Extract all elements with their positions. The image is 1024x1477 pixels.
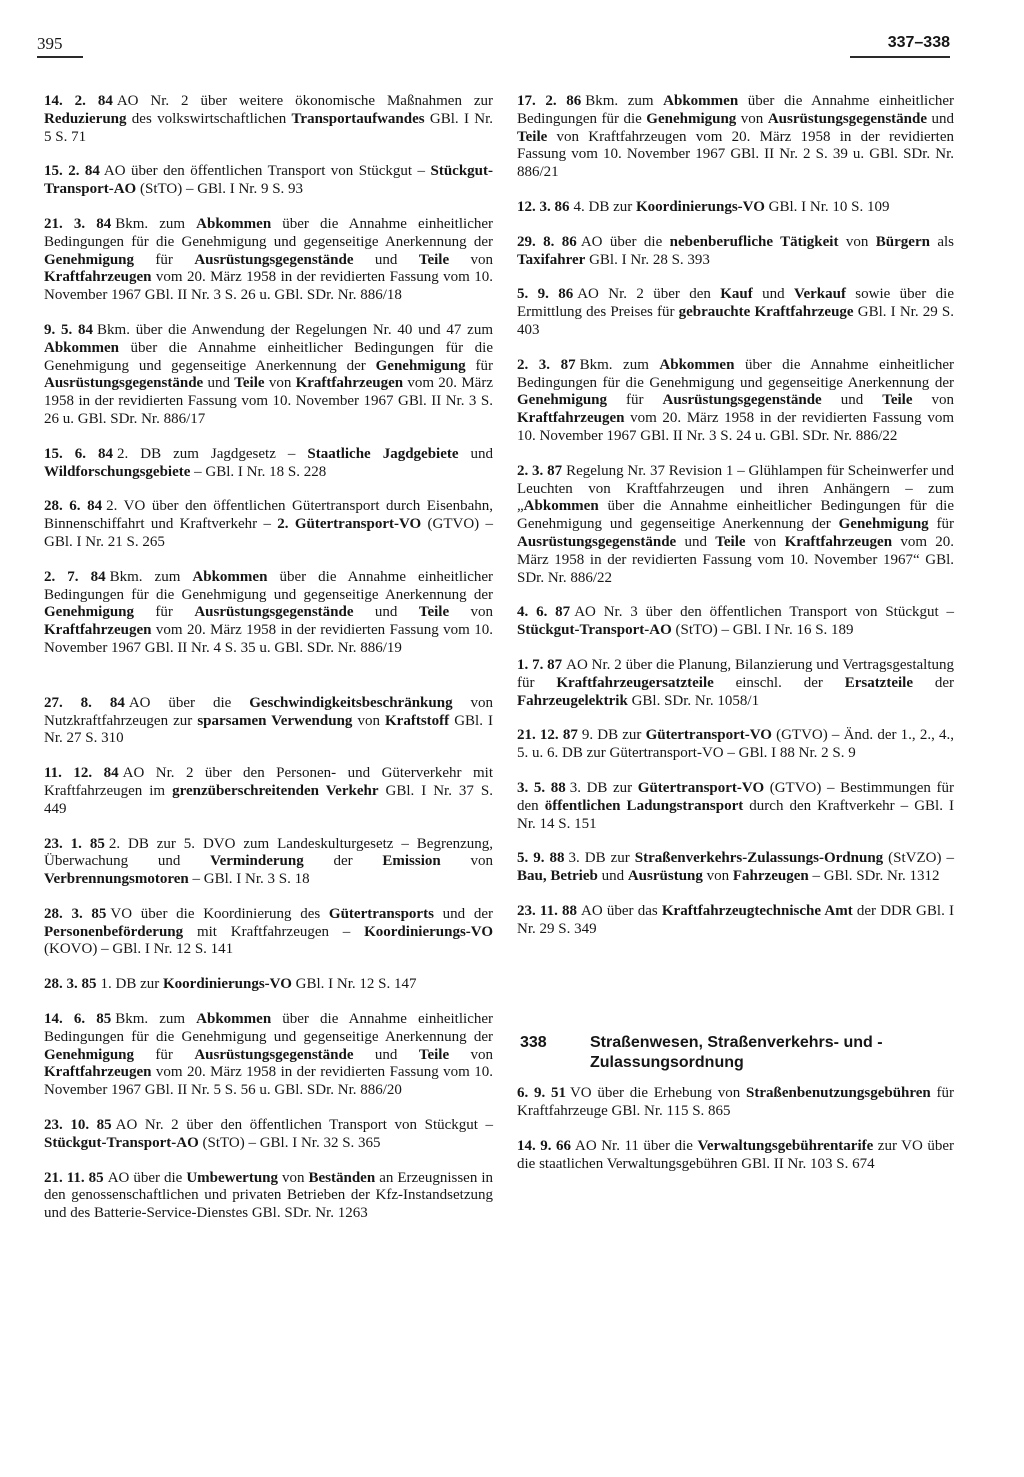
entry-text: GBl. I Nr. 27 S. 310 (44, 712, 493, 747)
law-entry (44, 976, 493, 994)
law-entry (44, 216, 493, 305)
entry-keyword: Ausrüstungsgegenstände (194, 251, 354, 268)
entry-text: über die Annahme einheitlicher Bedingungen für die Genehmigung und gegenseitige Anerkennung der (44, 215, 493, 250)
entry-text: sowie über die Ermittlung des Preises für (517, 286, 954, 321)
law-entry (44, 93, 493, 146)
entry-text: vom 20. März 1958 in der revidierten Fassung vom 10. November 1967 GBl. II Nr. 3 S. 26 u. GBl. SDr. Nr. 886/18 (44, 269, 493, 304)
entry-text: von (352, 712, 386, 729)
entry-keyword: Ausrüstungsgegenstände (767, 110, 928, 127)
law-entry (44, 446, 493, 482)
entry-text: (StTO) – GBl. I Nr. 32 S. 365 (198, 1134, 381, 1151)
entry-text: von (736, 110, 768, 127)
entry-text: vom 20. März 1958 in der revidierten Fassung vom 10. November 1967“ GBl. SDr. Nr. 886/22 (517, 533, 955, 586)
law-entry (44, 1117, 493, 1153)
entry-keyword: Teile (418, 604, 450, 621)
entry-keyword: Teile (418, 251, 450, 268)
law-entry (517, 463, 954, 588)
entry-keyword: Gütertransport-VO (637, 779, 765, 796)
entry-keyword: Straßenverkehrs-Zulassungs-Ordnung (634, 850, 884, 867)
law-entry (517, 93, 954, 182)
entry-text: für (134, 251, 195, 268)
entry-text: VO über die Koordinierung des (110, 905, 329, 922)
entry-date: 9. 5. 84 (44, 321, 94, 338)
entry-keyword: Abkommen (663, 93, 739, 109)
entry-keyword: Teile (882, 392, 913, 409)
entry-keyword: Abkommen (659, 356, 735, 373)
entry-date: 3. 5. 88 (517, 779, 566, 796)
entry-keyword: Stückgut-Transport-AO (44, 163, 493, 198)
law-entry (44, 163, 493, 199)
entry-text: an Erzeugnissen in den genossenschaftlichen und privaten Betrieben der Kfz-Instandsetzung und des Batterie-Service-Dienstes GBl. SDr. Nr. 1263 (44, 1169, 493, 1222)
section-heading (520, 1033, 954, 1073)
entry-text: von Kraftfahrzeugen vom 20. März 1958 in der revidierten Fassung vom 10. November 1967 GBl. II Nr. 2 S. 39 u. GBl. SDr. Nr. 886/21 (517, 128, 954, 181)
entry-keyword: Ersatzteile (844, 674, 913, 691)
entry-text: über die Annahme einheitlicher Bedingungen für die Genehmigung und gegenseitige Anerkennung der (44, 1011, 493, 1045)
entry-text: Bkm. zum (115, 215, 197, 232)
entry-date: 11. 12. 84 (44, 765, 119, 782)
entry-keyword: Teile (418, 1046, 450, 1063)
entry-text: AO über das (581, 902, 662, 919)
entry-text: vom 20. März 1958 in der revidierten Fassung vom 10. November 1967 GBl. II Nr. 3 S. 26 u. GBl. SDr. Nr. 886/17 (44, 375, 493, 427)
entry-text: – GBl. SDr. Nr. 1312 (808, 868, 940, 885)
law-entry (517, 1085, 954, 1121)
entry-text: und (927, 110, 955, 127)
entry-text: für (607, 392, 663, 409)
entry-keyword: Kraftfahrzeugersatzteile (556, 674, 714, 691)
entry-text: AO Nr. 2 über weitere ökonomische Maßnahmen zur (116, 93, 494, 109)
entry-keyword: Fahrzeugelektrik (517, 692, 628, 709)
entry-date: 2. 3. 87 (517, 356, 576, 373)
entry-text: und (597, 868, 628, 885)
entry-text: GBl. I Nr. 29 S. 403 (517, 304, 955, 338)
left-column (44, 93, 493, 1240)
entry-text: für (134, 604, 195, 621)
entry-date: 21. 12. 87 (517, 727, 578, 744)
entry-date: 14. 9. 66 (517, 1138, 572, 1155)
entry-text: und (821, 392, 883, 409)
entry-date: 17. 2. 86 (517, 93, 582, 109)
entry-text: von (838, 233, 876, 250)
entry-text: 2. VO über den öffentlichen Gütertransport durch Eisenbahn, Binnenschiffahrt und Kraftverkehr – (44, 498, 493, 533)
entry-keyword: Ausrüstungsgegenstände (194, 1046, 354, 1063)
entry-text: und (353, 1046, 419, 1063)
entry-text: – GBl. I Nr. 3 S. 18 (188, 871, 310, 888)
entry-text: VO über die Erhebung von (569, 1085, 746, 1102)
entry-keyword: Bau, Betrieb (517, 868, 598, 885)
entry-keyword: Koordinierungs-VO (163, 976, 292, 993)
entry-date: 4. 6. 87 (517, 604, 571, 621)
entry-date: 12. 3. 86 (517, 198, 570, 215)
entry-keyword: Abkommen (196, 215, 272, 232)
entry-keyword: Verbrennungsmotoren (44, 871, 189, 888)
entry-date: 5. 9. 88 (517, 850, 565, 867)
header-rule-right (850, 56, 950, 58)
entry-keyword: Genehmigung (646, 110, 737, 127)
entry-text: – GBl. I Nr. 18 S. 228 (190, 463, 327, 480)
entry-keyword: Teile (517, 128, 548, 145)
entry-date: 28. 3. 85 (44, 976, 97, 993)
entry-keyword: Kraftfahrzeugen (784, 533, 893, 550)
entry-keyword: Kraftfahrzeugen (44, 1064, 152, 1081)
law-entry (44, 695, 493, 748)
entry-keyword: Kraftfahrzeugen (44, 622, 152, 639)
entry-date: 23. 11. 88 (517, 902, 578, 919)
entry-keyword: Teile (715, 533, 746, 550)
entry-keyword: Kraftstoff (385, 712, 450, 729)
law-entry (517, 657, 954, 710)
entry-text: 2. DB zum Jagdgesetz – (117, 445, 308, 462)
entry-text: über die Annahme einheitlicher Bedingungen für die Genehmigung und gegenseitige Anerkennung der (517, 498, 954, 533)
entry-text: und (752, 286, 794, 303)
entry-text: Bkm. zum (109, 568, 193, 585)
entry-text: AO über die (107, 1169, 187, 1186)
entry-keyword: gebrauchte Kraftfahrzeuge (678, 304, 854, 321)
entry-text: 3. DB zur (568, 850, 635, 867)
entry-keyword: grenzüberschreitenden Verkehr (172, 782, 379, 799)
entry-text: und (676, 533, 716, 550)
law-entry (44, 569, 493, 658)
law-entry (517, 234, 954, 270)
entry-text: von (912, 392, 954, 409)
entry-keyword: Beständen (308, 1169, 376, 1186)
entry-text: (StTO) – GBl. I Nr. 9 S. 93 (136, 181, 304, 198)
entry-text: 3. DB zur (569, 779, 638, 796)
entry-text: von Nutzkraftfahrzeugen zur (44, 694, 494, 729)
law-entry (517, 1138, 954, 1174)
entry-text: für (134, 1046, 195, 1063)
entry-text: und (203, 375, 235, 392)
entry-keyword: Abkommen (44, 339, 120, 356)
entry-keyword: nebenberufliche Tätigkeit (669, 233, 839, 250)
entry-text: von (745, 533, 785, 550)
entry-text: über die Annahme einheitlicher Bedingungen für die Genehmigung und gegenseitige Anerkennung der (44, 339, 493, 374)
entry-keyword: Kraftfahrzeugen (517, 410, 625, 427)
entry-keyword: Kraftfahrzeugen (295, 375, 404, 392)
entry-text: von (449, 1046, 494, 1063)
entry-keyword: Reduzierung (44, 110, 127, 127)
entry-keyword: 2. Gütertransport-VO (277, 516, 422, 533)
entry-text: von (449, 604, 494, 621)
page-number-right: 337–338 (887, 34, 950, 51)
entry-text: von (702, 868, 733, 885)
entry-text: 9. DB zur (581, 727, 646, 744)
law-entry (44, 765, 493, 818)
entry-keyword: Taxifahrer (517, 251, 586, 268)
entry-text: AO über den öffentlichen Transport von Stückgut – (103, 163, 431, 180)
law-entry (517, 850, 954, 886)
entry-text: vom 20. März 1958 in der revidierten Fassung vom 10. November 1967 GBl. II Nr. 4 S. 35 u. GBl. SDr. Nr. 886/19 (44, 622, 493, 656)
entry-text: und der (433, 905, 493, 922)
entry-text: (GTVO) – GBl. I Nr. 21 S. 265 (44, 516, 493, 550)
entry-text: von (440, 853, 493, 870)
entry-keyword: Abkommen (192, 568, 268, 585)
entry-keyword: Stückgut-Transport-AO (517, 622, 672, 639)
law-entry (44, 1170, 493, 1223)
entry-text: AO Nr. 2 über den öffentlichen Transport von Stückgut – (115, 1117, 494, 1134)
entry-date: 21. 3. 84 (44, 215, 112, 232)
entry-text: über die Annahme einheitlicher Bedingungen für die Genehmigung und gegenseitige Anerkennung der (44, 568, 493, 603)
entry-text: und (353, 604, 419, 621)
entry-keyword: Genehmigung (44, 604, 135, 621)
entry-keyword: Genehmigung (838, 516, 929, 533)
entry-text: Regelung Nr. 37 Revision 1 – Glühlampen für Scheinwerfer und Leuchten von Kraftfahrzeugen und ihren Anhängern – zum „ (517, 462, 955, 515)
entry-text: GBl. I Nr. 12 S. 147 (291, 976, 417, 993)
entry-text: GBl. I Nr. 5 S. 71 (44, 110, 493, 145)
entry-text: (KOVO) – GBl. I Nr. 12 S. 141 (44, 941, 234, 958)
entry-keyword: Personenbeförderung (44, 923, 184, 940)
law-entry (44, 322, 493, 429)
section-number: 338 (520, 1034, 547, 1052)
entry-text: (StVZO) – (883, 850, 955, 867)
law-entry (517, 903, 954, 939)
entry-keyword: Stückgut-Transport-AO (44, 1134, 199, 1151)
entry-text: Bkm. zum (585, 93, 664, 109)
entry-text: AO über die (580, 233, 670, 250)
section-title: Straßenwesen, Straßenverkehrs- und -Zulassungsordnung (590, 1034, 883, 1072)
entry-text: 1. DB zur (100, 976, 163, 993)
entry-date: 29. 8. 86 (517, 233, 577, 250)
entry-keyword: Koordinierungs-VO (636, 198, 765, 215)
entry-keyword: Gütertransport-VO (645, 727, 772, 744)
entry-date: 28. 6. 84 (44, 498, 103, 515)
law-entry (517, 286, 954, 339)
entry-keyword: Umbewertung (186, 1169, 278, 1186)
entry-text: der (303, 853, 383, 870)
entry-date: 6. 9. 51 (517, 1085, 566, 1102)
entry-date: 14. 6. 85 (44, 1011, 112, 1028)
entry-text: AO über die (128, 694, 250, 711)
law-entry (517, 604, 954, 640)
law-entry (517, 357, 954, 446)
entry-text: und (458, 445, 494, 462)
entry-date: 2. 7. 84 (44, 568, 106, 585)
entry-text: GBl. SDr. Nr. 1058/1 (627, 692, 760, 709)
law-entry (44, 498, 493, 551)
entry-text: von (264, 375, 296, 392)
entry-keyword: Koordinierungs-VO (364, 923, 493, 940)
entry-keyword: Ausrüstungsgegenstände (194, 604, 354, 621)
entry-text: vom 20. März 1958 in der revidierten Fassung vom 10. November 1967 GBl. II Nr. 5 S. 56 u. GBl. SDr. Nr. 886/20 (44, 1064, 493, 1099)
entry-date: 2. 3. 87 (517, 462, 563, 479)
entry-text: AO Nr. 2 über den (577, 286, 721, 303)
entry-keyword: Kauf (720, 286, 753, 303)
entry-text: zur VO über die staatlichen Verwaltungsgebühren GBl. II Nr. 103 S. 674 (517, 1138, 955, 1172)
entry-keyword: Genehmigung (44, 1046, 135, 1063)
entry-keyword: Straßenbenutzungsgebühren (746, 1085, 931, 1102)
entry-text: des volkswirtschaftlichen (126, 110, 292, 127)
entry-date: 23. 1. 85 (44, 835, 105, 852)
entry-text: GBl. I Nr. 10 S. 109 (764, 198, 890, 215)
entry-keyword: Gütertransports (328, 905, 434, 922)
entry-keyword: Ausrüstungsgegenstände (44, 375, 204, 392)
entry-keyword: Kraftfahrzeugtechnische Amt (661, 902, 853, 919)
entry-keyword: Genehmigung (375, 357, 466, 374)
entry-text: Bkm. zum (115, 1011, 197, 1028)
entry-date: 28. 3. 85 (44, 905, 107, 922)
entry-date: 27. 8. 84 (44, 694, 125, 711)
entry-text: vom 20. März 1958 in der revidierten Fassung vom 10. November 1967 GBl. II Nr. 3 S. 24 u. GBl. SDr. Nr. 886/22 (517, 410, 954, 444)
entry-text: (StTO) – GBl. I Nr. 16 S. 189 (671, 622, 854, 639)
entry-keyword: Geschwindigkeitsbeschränkung (249, 694, 453, 711)
entry-keyword: Bürgern (875, 233, 930, 250)
entry-text: Bkm. über die Anwendung der Regelungen Nr. 40 und 47 zum (97, 321, 493, 338)
entry-text: AO Nr. 2 über den Personen- und Güterverkehr mit Kraftfahrzeugen im (44, 765, 493, 799)
entry-text: als (929, 233, 955, 250)
entry-text: AO Nr. 2 über die Planung, Bilanzierung und Vertragsgestaltung für (517, 656, 954, 691)
law-entry (517, 199, 954, 217)
entry-text: für Kraftfahrzeuge GBl. Nr. 115 S. 865 (517, 1085, 954, 1120)
entry-keyword: Emission (382, 853, 441, 870)
entry-text: der (913, 674, 954, 691)
entry-date: 23. 10. 85 (44, 1117, 112, 1134)
entry-text: AO Nr. 11 über die (575, 1138, 698, 1155)
entry-date: 5. 9. 86 (517, 286, 574, 303)
entry-text: 2. DB zur 5. DVO zum Landeskulturgesetz – Begrenzung, Überwachung und (44, 835, 494, 870)
entry-text: über die Annahme einheitlicher Bedingungen für die (517, 93, 954, 127)
entry-keyword: Ausrüstung (627, 868, 703, 885)
entry-keyword: Fahrzeugen (732, 868, 809, 885)
right-column (517, 93, 954, 1191)
spacer (44, 675, 493, 695)
entry-keyword: Transportaufwandes (291, 110, 425, 127)
entry-keyword: sparsamen Verwendung (197, 712, 353, 729)
entry-text: von (278, 1169, 309, 1186)
entry-text: für (928, 516, 954, 533)
entry-text: AO Nr. 3 über den öffentlichen Transport von Stückgut – (574, 604, 955, 621)
law-entry (44, 906, 493, 959)
entry-text: der DDR GBl. I Nr. 29 S. 349 (517, 902, 954, 937)
entry-date: 15. 6. 84 (44, 445, 113, 462)
entry-keyword: Wildforschungsgebiete (44, 463, 191, 480)
entry-keyword: Verminderung (210, 853, 304, 870)
entry-keyword: Genehmigung (44, 251, 135, 268)
entry-text: GBl. I Nr. 37 S. 449 (44, 782, 494, 817)
entry-keyword: Abkommen (196, 1011, 272, 1028)
entry-date: 21. 11. 85 (44, 1169, 104, 1186)
entry-date: 14. 2. 84 (44, 93, 113, 109)
entry-keyword: Kraftfahrzeugen (44, 269, 152, 286)
entry-date: 1. 7. 87 (517, 656, 563, 673)
entry-text: für (465, 357, 493, 374)
entry-text: von (449, 251, 494, 268)
entry-keyword: Verwaltungsgebührentarife (697, 1138, 874, 1155)
entry-text: (GTVO) – Änd. der 1., 2., 4., 5. u. 6. DB zur Gütertransport-VO – GBl. I 88 Nr. 2 S. 9 (517, 727, 954, 762)
entry-keyword: Verkauf (793, 286, 846, 303)
entry-text: und (353, 251, 419, 268)
entry-text: (GTVO) – Bestimmungen für den (517, 779, 955, 814)
entry-text: über die Annahme einheitlicher Bedingungen für die Genehmigung und gegenseitige Anerkennung der (517, 356, 954, 391)
entry-text: 4. DB zur (573, 198, 636, 215)
entry-text: durch den Kraftverkehr – GBl. I Nr. 14 S. 151 (517, 797, 954, 832)
entry-text: einschl. der (713, 674, 845, 691)
entry-keyword: Staatliche Jagdgebiete (307, 445, 459, 462)
header-rule-left (37, 56, 83, 58)
entry-keyword: Abkommen (523, 498, 599, 515)
entry-keyword: Teile (234, 375, 265, 392)
law-entry (44, 1011, 493, 1100)
law-entry (44, 836, 493, 889)
entry-text: Bkm. zum (579, 356, 660, 373)
entry-keyword: Genehmigung (517, 392, 608, 409)
law-entry (517, 727, 954, 763)
law-entry (517, 780, 954, 833)
entry-text: GBl. I Nr. 28 S. 393 (585, 251, 710, 268)
entry-keyword: Ausrüstungsgegenstände (517, 533, 677, 550)
entry-text: mit Kraftfahrzeugen – (183, 923, 365, 940)
entry-date: 15. 2. 84 (44, 163, 100, 180)
entry-keyword: öffentlichen Ladungstransport (544, 797, 744, 814)
entry-keyword: Ausrüstungsgegenstände (662, 392, 822, 409)
page-number-left: 395 (37, 34, 63, 53)
